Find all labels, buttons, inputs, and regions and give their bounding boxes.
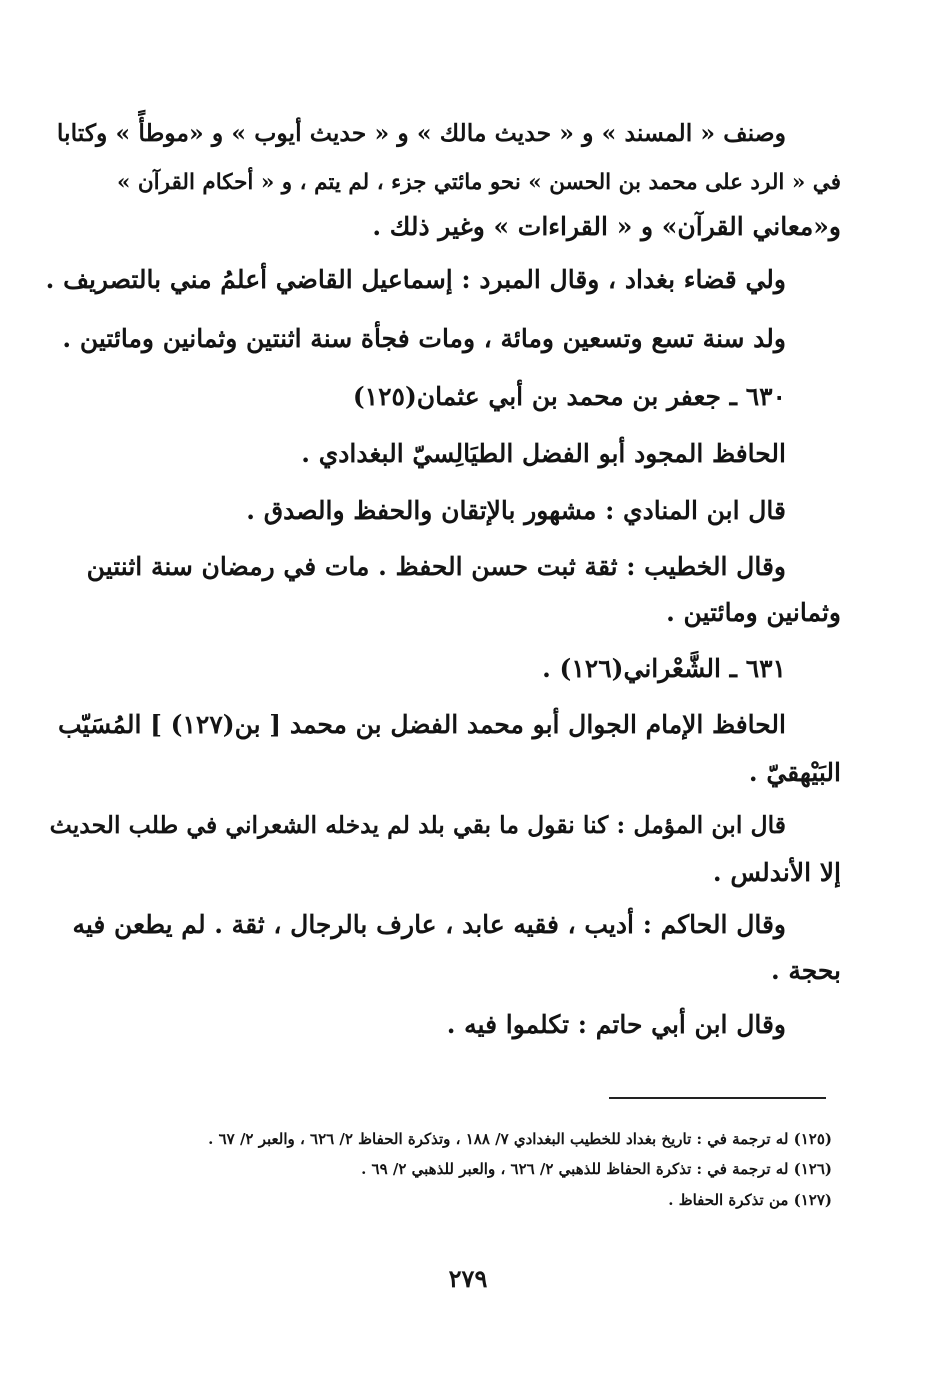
footnote: (١٢٦) له ترجمة في : تذكرة الحفاظ للذهبي ٢/ ٦٢٦ ، والعبر للذهبي ٢/ ٦٩ . (361, 1160, 832, 1178)
footnote: (١٢٥) له ترجمة في : تاريخ بغداد للخطيب البغدادي ٧/ ١٨٨ ، وتذكرة الحفاظ ٢/ ٦٢٦ ، والعبر ٢/ ٦٧ . (208, 1130, 832, 1148)
body-line: وثمانين ومائتين . (666, 598, 841, 627)
entry-heading: ٦٣٠ ـ جعفر بن محمد بن أبي عثمان(١٢٥) (352, 382, 786, 411)
body-line: قال ابن المؤمل : كنا نقول ما بقي بلد لم يدخله الشعراني في طلب الحديث (49, 811, 786, 839)
footnote-separator (609, 1097, 826, 1099)
body-line: إلا الأندلس . (712, 858, 841, 887)
body-line: وقال ابن أبي حاتم : تكلموا فيه . (446, 1010, 786, 1039)
body-line: وقال الحاكم : أديب ، فقيه عابد ، عارف بالرجال ، ثقة . لم يطعن فيه (72, 910, 786, 939)
body-line: الحافظ المجود أبو الفضل الطيَالِسيّ البغدادي . (301, 439, 786, 468)
body-line: ولي قضاء بغداد ، وقال المبرد : إسماعيل القاضي أعلمُ مني بالتصريف . (45, 265, 786, 294)
body-line: الحافظ الإمام الجوال أبو محمد الفضل بن محمد [ بن(١٢٧) ] المُسَيّب (57, 710, 786, 739)
entry-heading: ٦٣١ ـ الشَّعْراني(١٢٦) . (542, 654, 786, 683)
footnote: (١٢٧) من تذكرة الحفاظ . (668, 1191, 832, 1209)
body-line: و«معاني القرآن» و « القراءات » وغير ذلك . (372, 212, 841, 241)
body-line: قال ابن المنادي : مشهور بالإتقان والحفظ والصدق . (246, 496, 786, 525)
page-number: ٢٧٩ (448, 1264, 488, 1293)
body-line: وصنف « المسند » و « حديث مالك » و « حديث أيوب » و «موطأً » وكتابا (56, 119, 786, 147)
body-line: ولد سنة تسع وتسعين ومائة ، ومات فجأة سنة اثنتين وثمانين ومائتين . (62, 324, 786, 353)
body-line: وقال الخطيب : ثقة ثبت حسن الحفظ . مات في رمضان سنة اثنتين (86, 552, 786, 581)
body-line: البَيْهقيّ . (748, 758, 841, 787)
body-line: في « الرد على محمد بن الحسن » نحو مائتي جزء ، لم يتم ، و « أحكام القرآن » (116, 170, 841, 195)
body-line: بحجة . (770, 956, 841, 985)
